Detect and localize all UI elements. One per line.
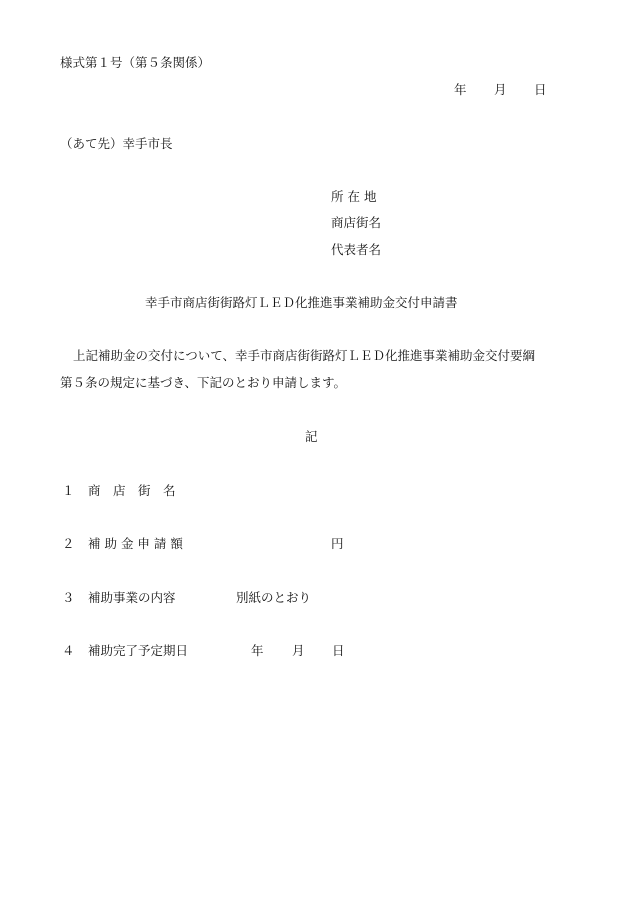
applicant-representative-label: 代表者名 — [331, 242, 382, 257]
item-value-see-attachment: 別紙のとおり — [236, 590, 312, 605]
applicant-location-label: 所 在 地 — [331, 189, 377, 204]
item-number: ３ — [62, 590, 75, 605]
item-value-yen: 円 — [331, 536, 344, 551]
ki-heading: 記 — [305, 429, 318, 444]
date-month-label: 月 — [494, 82, 507, 97]
applicant-shopping-street-label: 商店街名 — [331, 215, 382, 230]
item-label-completion-date: 補助完了予定期日 — [88, 643, 189, 658]
addressee: （あて先）幸手市長 — [60, 136, 173, 151]
body-line-1: 上記補助金の交付について、幸手市商店街街路灯ＬＥＤ化推進事業補助金交付要綱 — [73, 348, 536, 363]
body-line-2: 第５条の規定に基づき、下記のとおり申請します。 — [60, 375, 347, 390]
form-number: 様式第１号（第５条関係） — [60, 55, 211, 70]
item-label-shopping-street: 商 店 街 名 — [88, 483, 176, 498]
date-year-label: 年 — [454, 82, 467, 97]
date-day-label: 日 — [534, 82, 547, 97]
completion-year-label: 年 — [251, 643, 264, 658]
item-number: １ — [62, 483, 75, 498]
item-number: ４ — [62, 643, 75, 658]
item-number: ２ — [62, 536, 75, 551]
document-title: 幸手市商店街街路灯ＬＥＤ化推進事業補助金交付申請書 — [145, 295, 458, 310]
completion-month-label: 月 — [292, 643, 305, 658]
item-label-subsidy-amount: 補 助 金 申 請 額 — [88, 536, 183, 551]
completion-day-label: 日 — [332, 643, 345, 658]
item-label-project-content: 補助事業の内容 — [88, 590, 176, 605]
